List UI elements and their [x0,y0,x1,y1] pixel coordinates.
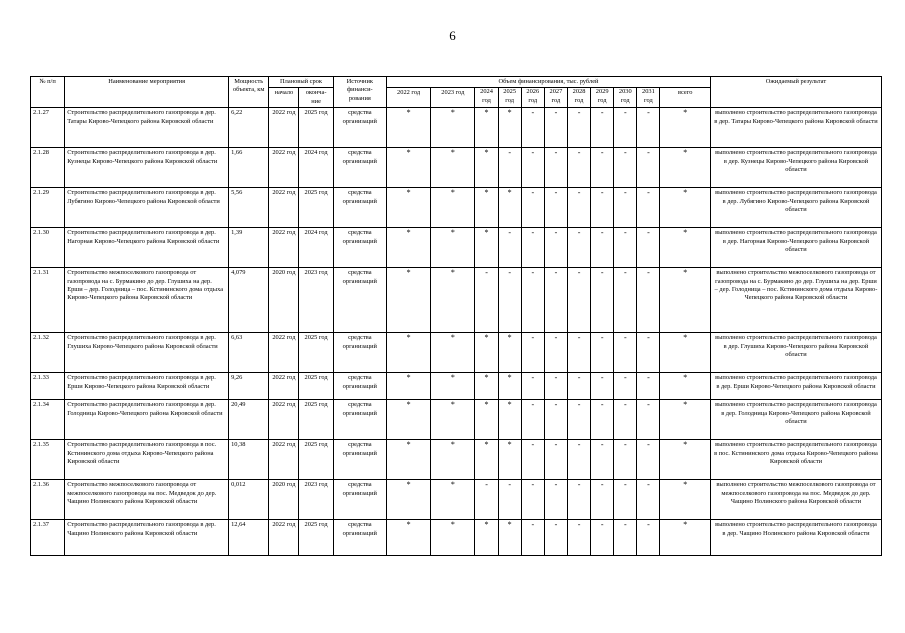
funding-cell: - [521,333,544,373]
funding-cell: * [475,333,498,373]
capacity-cell: 6,22 [229,108,269,148]
term-end-cell: 2023 год [299,480,333,520]
funding-cell: - [544,148,567,188]
funding-cell: - [544,373,567,400]
measure-name: Строительство распределительного газопровода в дер. Чащино Нолинского района Кировской области [65,520,229,556]
funding-source-cell: средства организаций [333,440,386,480]
table-row [31,268,882,333]
table-row [31,333,882,373]
term-start-cell: 2022 год [269,520,299,556]
term-end-cell: 2024 год [299,148,333,188]
funding-cell: - [544,440,567,480]
header-year-2024: 2024 год [475,88,498,108]
measures-table [30,76,882,556]
term-start-cell: 2022 год [269,148,299,188]
funding-cell: - [567,520,590,556]
funding-cell: * [431,333,475,373]
measure-name: Строительство межпоселкового газопровода от газопровода на с. Бурмакино до дер. Глушиха на дер. Ерши – дер. Голодница – пос. Кстининского дома отдыха Кирово-Чепецкого района Кировской области [65,268,229,333]
funding-cell: * [475,108,498,148]
funding-cell: * [498,400,521,440]
capacity-cell: 9,26 [229,373,269,400]
funding-cell: * [475,188,498,228]
funding-cell: - [521,440,544,480]
page-number: 6 [449,28,456,43]
funding-cell: * [386,228,430,268]
funding-cell: - [498,268,521,333]
term-start-cell: 2022 год [269,108,299,148]
capacity-cell: 6,63 [229,333,269,373]
funding-source-cell: средства организаций [333,520,386,556]
funding-cell: * [475,148,498,188]
capacity-cell: 10,38 [229,440,269,480]
term-end-cell: 2025 год [299,400,333,440]
funding-cell: - [637,440,660,480]
funding-cell: * [475,440,498,480]
funding-cell: * [475,400,498,440]
capacity-cell: 4,079 [229,268,269,333]
funding-cell: - [567,268,590,333]
table-row [31,400,882,440]
header-name: Наименование мероприятия [65,77,229,108]
funding-cell: - [614,480,637,520]
funding-cell: - [544,228,567,268]
funding-cell: * [431,400,475,440]
header-capacity: Мощность объекта, км [229,77,269,108]
term-start-cell: 2022 год [269,188,299,228]
funding-cell: * [431,520,475,556]
header-year-2031: 2031 год [637,88,660,108]
header-year-2029: 2029 год [591,88,614,108]
expected-result-cell: выполнено строительство распределительного газопровода в дер. Кузнецы Кирово-Чепецкого района Кировской области [710,148,881,188]
funding-cell: * [431,228,475,268]
term-start-cell: 2020 год [269,480,299,520]
row-number: 2.1.33 [31,373,65,400]
funding-cell: * [498,373,521,400]
funding-cell: - [475,268,498,333]
table-row [31,108,882,148]
funding-cell: - [544,108,567,148]
capacity-cell: 1,66 [229,148,269,188]
funding-cell: * [498,188,521,228]
funding-cell: - [498,148,521,188]
funding-cell: - [591,228,614,268]
funding-cell: - [614,228,637,268]
funding-cell: * [660,480,710,520]
measure-name: Строительство распределительного газопровода в дер. Татары Кирово-Чепецкого района Кировской области [65,108,229,148]
header-term-end: оконча- ние [299,88,333,108]
capacity-cell: 5,56 [229,188,269,228]
funding-cell: - [591,188,614,228]
funding-source-cell: средства организаций [333,333,386,373]
header-year-2030: 2030 год [614,88,637,108]
measure-name: Строительство распределительного газопровода в дер. Кузнецы Кирово-Чепецкого района Кировской области [65,148,229,188]
funding-cell: - [637,228,660,268]
measure-name: Строительство распределительного газопровода в пос. Кстининского дома отдыха Кирово-Чепецкого района Кировской области [65,440,229,480]
funding-cell: * [660,400,710,440]
funding-cell: - [591,373,614,400]
term-end-cell: 2025 год [299,333,333,373]
funding-cell: - [544,268,567,333]
funding-cell: * [660,148,710,188]
table-row [31,148,882,188]
term-start-cell: 2022 год [269,373,299,400]
funding-cell: - [544,400,567,440]
term-start-cell: 2022 год [269,333,299,373]
funding-cell: - [614,188,637,228]
table-row [31,228,882,268]
funding-cell: * [498,440,521,480]
header-year-2025: 2025 год [498,88,521,108]
funding-cell: * [498,333,521,373]
term-end-cell: 2025 год [299,520,333,556]
funding-cell: - [567,440,590,480]
header-source: Источник финанси- рования [333,77,386,108]
funding-cell: * [660,108,710,148]
funding-cell: - [521,108,544,148]
header-year-2027: 2027 год [544,88,567,108]
measure-name: Строительство распределительного газопровода в дер. Нагорная Кирово-Чепецкого района Кировской области [65,228,229,268]
term-end-cell: 2025 год [299,188,333,228]
funding-cell: - [567,188,590,228]
expected-result-cell: выполнено строительство распределительного газопровода в дер. Нагорная Кирово-Чепецкого района Кировской области [710,228,881,268]
row-number: 2.1.29 [31,188,65,228]
funding-cell: - [521,268,544,333]
capacity-cell: 12,64 [229,520,269,556]
funding-cell: - [591,333,614,373]
funding-cell: - [614,333,637,373]
row-number: 2.1.31 [31,268,65,333]
header-volume: Объем финансирования, тыс. рублей [386,77,710,88]
funding-cell: * [660,373,710,400]
funding-cell: * [475,228,498,268]
term-start-cell: 2022 год [269,228,299,268]
funding-cell: * [386,188,430,228]
funding-cell: * [660,228,710,268]
funding-cell: - [521,188,544,228]
expected-result-cell: выполнено строительство межпоселкового газопровода от газопровода на с. Бурмакино до дер. Глушиха на дер. Ерши – дер. Голодница – пос. Кстининского дома отдыха Кирово-Чепецкого района Кировской области [710,268,881,333]
funding-source-cell: средства организаций [333,108,386,148]
row-number: 2.1.30 [31,228,65,268]
term-start-cell: 2022 год [269,400,299,440]
funding-cell: - [521,228,544,268]
funding-cell: - [637,480,660,520]
funding-cell: * [386,148,430,188]
funding-cell: * [431,188,475,228]
funding-cell: * [386,373,430,400]
funding-cell: - [567,480,590,520]
funding-source-cell: средства организаций [333,400,386,440]
funding-cell: - [498,480,521,520]
expected-result-cell: выполнено строительство распределительного газопровода в дер. Глушиха Кирово-Чепецкого района Кировской области [710,333,881,373]
funding-cell: - [614,148,637,188]
row-number: 2.1.37 [31,520,65,556]
funding-cell: - [637,373,660,400]
funding-cell: - [475,480,498,520]
measure-name: Строительство распределительного газопровода в дер. Глушиха Кирово-Чепецкого района Кировской области [65,333,229,373]
funding-cell: - [567,148,590,188]
funding-cell: - [614,400,637,440]
capacity-cell: 1,39 [229,228,269,268]
funding-cell: * [660,440,710,480]
term-end-cell: 2025 год [299,373,333,400]
measure-name: Строительство межпоселкового газопровода от межпоселкового газопровода на пос. Медведок до дер. Чащино Нолинского района Кировской области [65,480,229,520]
header-term-start: начало [269,88,299,108]
funding-cell: - [637,148,660,188]
header-year-2026: 2026 год [521,88,544,108]
term-end-cell: 2025 год [299,440,333,480]
funding-cell: * [431,148,475,188]
funding-cell: - [567,108,590,148]
measure-name: Строительство распределительного газопровода в дер. Голодница Кирово-Чепецкого района Кировской области [65,400,229,440]
row-number: 2.1.36 [31,480,65,520]
funding-cell: - [614,268,637,333]
funding-cell: - [637,520,660,556]
capacity-cell: 0,012 [229,480,269,520]
funding-cell: - [521,148,544,188]
funding-cell: - [544,188,567,228]
row-number: 2.1.28 [31,148,65,188]
funding-cell: * [660,520,710,556]
table-body [31,108,882,556]
header-year-2028: 2028 год [567,88,590,108]
funding-cell: - [614,440,637,480]
table-row [31,188,882,228]
funding-cell: * [386,268,430,333]
funding-cell: * [386,520,430,556]
funding-cell: - [637,400,660,440]
funding-cell: - [637,333,660,373]
funding-cell: - [591,268,614,333]
funding-cell: - [567,400,590,440]
expected-result-cell: выполнено строительство распределительного газопровода в дер. Чащино Нолинского района Кировской области [710,520,881,556]
term-end-cell: 2023 год [299,268,333,333]
funding-cell: - [498,228,521,268]
funding-cell: - [544,520,567,556]
funding-cell: - [591,148,614,188]
funding-cell: * [475,373,498,400]
header-year-2023: 2023 год [431,88,475,108]
funding-cell: - [544,480,567,520]
measure-name: Строительство распределительного газопровода в дер. Лубягино Кирово-Чепецкого района Кировской области [65,188,229,228]
funding-cell: - [521,373,544,400]
expected-result-cell: выполнено строительство распределительного газопровода в дер. Татары Кирово-Чепецкого района Кировской области [710,108,881,148]
funding-cell: - [567,333,590,373]
measure-name: Строительство распределительного газопровода в дер. Ерши Кирово-Чепецкого района Кировской области [65,373,229,400]
funding-cell: * [475,520,498,556]
funding-cell: * [431,480,475,520]
funding-cell: * [498,108,521,148]
funding-cell: * [386,400,430,440]
funding-cell: - [614,373,637,400]
funding-cell: - [591,480,614,520]
funding-cell: * [431,440,475,480]
funding-cell: - [567,373,590,400]
funding-cell: - [637,188,660,228]
funding-source-cell: средства организаций [333,228,386,268]
funding-source-cell: средства организаций [333,188,386,228]
funding-cell: * [498,520,521,556]
header-result: Ожидаемый результат [710,77,881,108]
funding-cell: * [660,188,710,228]
term-end-cell: 2024 год [299,228,333,268]
funding-source-cell: средства организаций [333,148,386,188]
funding-cell: - [544,333,567,373]
term-end-cell: 2025 год [299,108,333,148]
term-start-cell: 2020 год [269,268,299,333]
funding-cell: - [591,440,614,480]
expected-result-cell: выполнено строительство распределительного газопровода в пос. Кстининского дома отдыха Кирово-Чепецкого района Кировской области [710,440,881,480]
header-term: Плановый срок [269,77,333,88]
funding-source-cell: средства организаций [333,373,386,400]
funding-cell: - [567,228,590,268]
table-header [31,77,882,108]
funding-cell: - [521,520,544,556]
funding-cell: - [591,108,614,148]
funding-cell: * [660,333,710,373]
row-number: 2.1.35 [31,440,65,480]
header-year-2022: 2022 год [386,88,430,108]
funding-cell: * [431,268,475,333]
funding-cell: - [591,520,614,556]
funding-cell: - [637,268,660,333]
funding-cell: * [386,440,430,480]
row-number: 2.1.34 [31,400,65,440]
funding-cell: - [637,108,660,148]
funding-cell: * [431,108,475,148]
table-row [31,373,882,400]
funding-source-cell: средства организаций [333,268,386,333]
funding-cell: * [386,480,430,520]
table-row [31,520,882,556]
funding-cell: * [431,373,475,400]
funding-cell: - [521,400,544,440]
expected-result-cell: выполнено строительство распределительного газопровода в дер. Ерши Кирово-Чепецкого района Кировской области [710,373,881,400]
funding-cell: * [660,268,710,333]
expected-result-cell: выполнено строительство распределительного газопровода в дер. Голодница Кирово-Чепецкого района Кировской области [710,400,881,440]
funding-cell: - [521,480,544,520]
term-start-cell: 2022 год [269,440,299,480]
funding-cell: - [614,108,637,148]
funding-cell: - [614,520,637,556]
expected-result-cell: выполнено строительство межпоселкового газопровода от межпоселкового газопровода на пос. Медведок до дер. Чащино Нолинского района Кировской области [710,480,881,520]
header-total: всего [660,88,710,108]
row-number: 2.1.32 [31,333,65,373]
table-row [31,440,882,480]
funding-cell: * [386,333,430,373]
expected-result-cell: выполнено строительство распределительного газопровода в дер. Лубягино Кирово-Чепецкого района Кировской области [710,188,881,228]
capacity-cell: 20,49 [229,400,269,440]
row-number: 2.1.27 [31,108,65,148]
funding-cell: - [591,400,614,440]
funding-cell: * [386,108,430,148]
header-num: № п/п [31,77,65,108]
funding-source-cell: средства организаций [333,480,386,520]
table-row [31,480,882,520]
